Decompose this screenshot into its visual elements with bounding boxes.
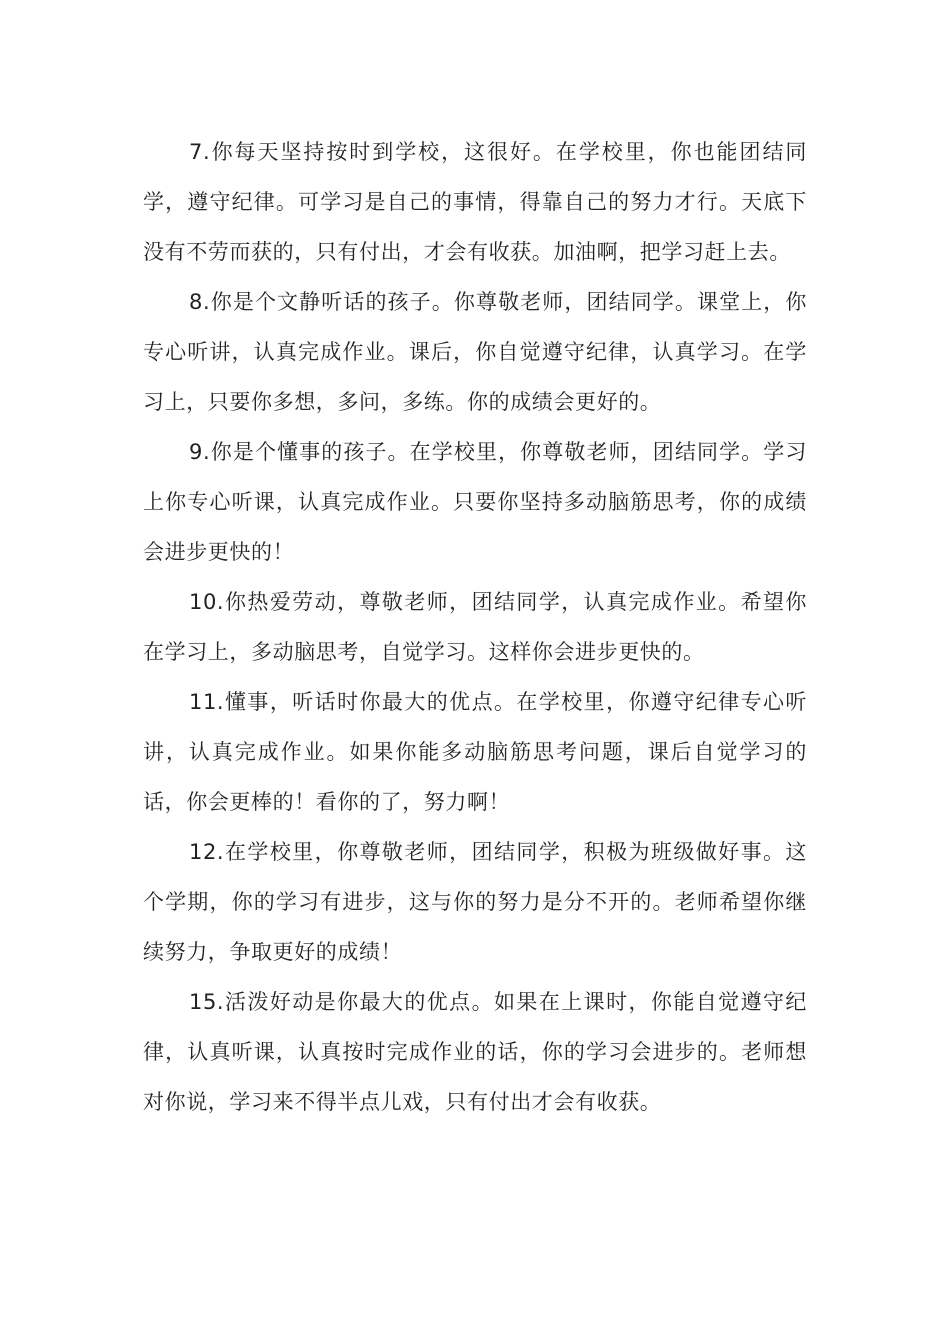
- paragraph-10: 10.你热爱劳动，尊敬老师，团结同学，认真完成作业。希望你在学习上，多动脑思考，自觉学习。这样你会进步更快的。: [143, 590, 807, 664]
- paragraph-8: 8.你是个文静听话的孩子。你尊敬老师，团结同学。课堂上，你专心听讲，认真完成作业。课后，你自觉遵守纪律，认真学习。在学习上，只要你多想，多问，多练。你的成绩会更好的。: [143, 290, 807, 414]
- paragraph-9: 9.你是个懂事的孩子。在学校里，你尊敬老师，团结同学。学习上你专心听课，认真完成作业。只要你坚持多动脑筋思考，你的成绩会进步更快的！: [143, 440, 807, 564]
- paragraph-7: 7.你每天坚持按时到学校，这很好。在学校里，你也能团结同学，遵守纪律。可学习是自己的事情，得靠自己的努力才行。天底下没有不劳而获的，只有付出，才会有收获。加油啊，把学习赶上去。: [143, 140, 807, 264]
- paragraph-12: 12.在学校里，你尊敬老师，团结同学，积极为班级做好事。这个学期，你的学习有进步，这与你的努力是分不开的。老师希望你继续努力，争取更好的成绩！: [143, 840, 807, 964]
- document-body: [143, 127, 807, 1127]
- paragraph-11: 11.懂事，听话时你最大的优点。在学校里，你遵守纪律专心听讲，认真完成作业。如果你能多动脑筋思考问题，课后自觉学习的话，你会更棒的！看你的了，努力啊！: [143, 690, 807, 814]
- paragraph-15: 15.活泼好动是你最大的优点。如果在上课时，你能自觉遵守纪律，认真听课，认真按时完成作业的话，你的学习会进步的。老师想对你说，学习来不得半点儿戏，只有付出才会有收获。: [143, 990, 807, 1114]
